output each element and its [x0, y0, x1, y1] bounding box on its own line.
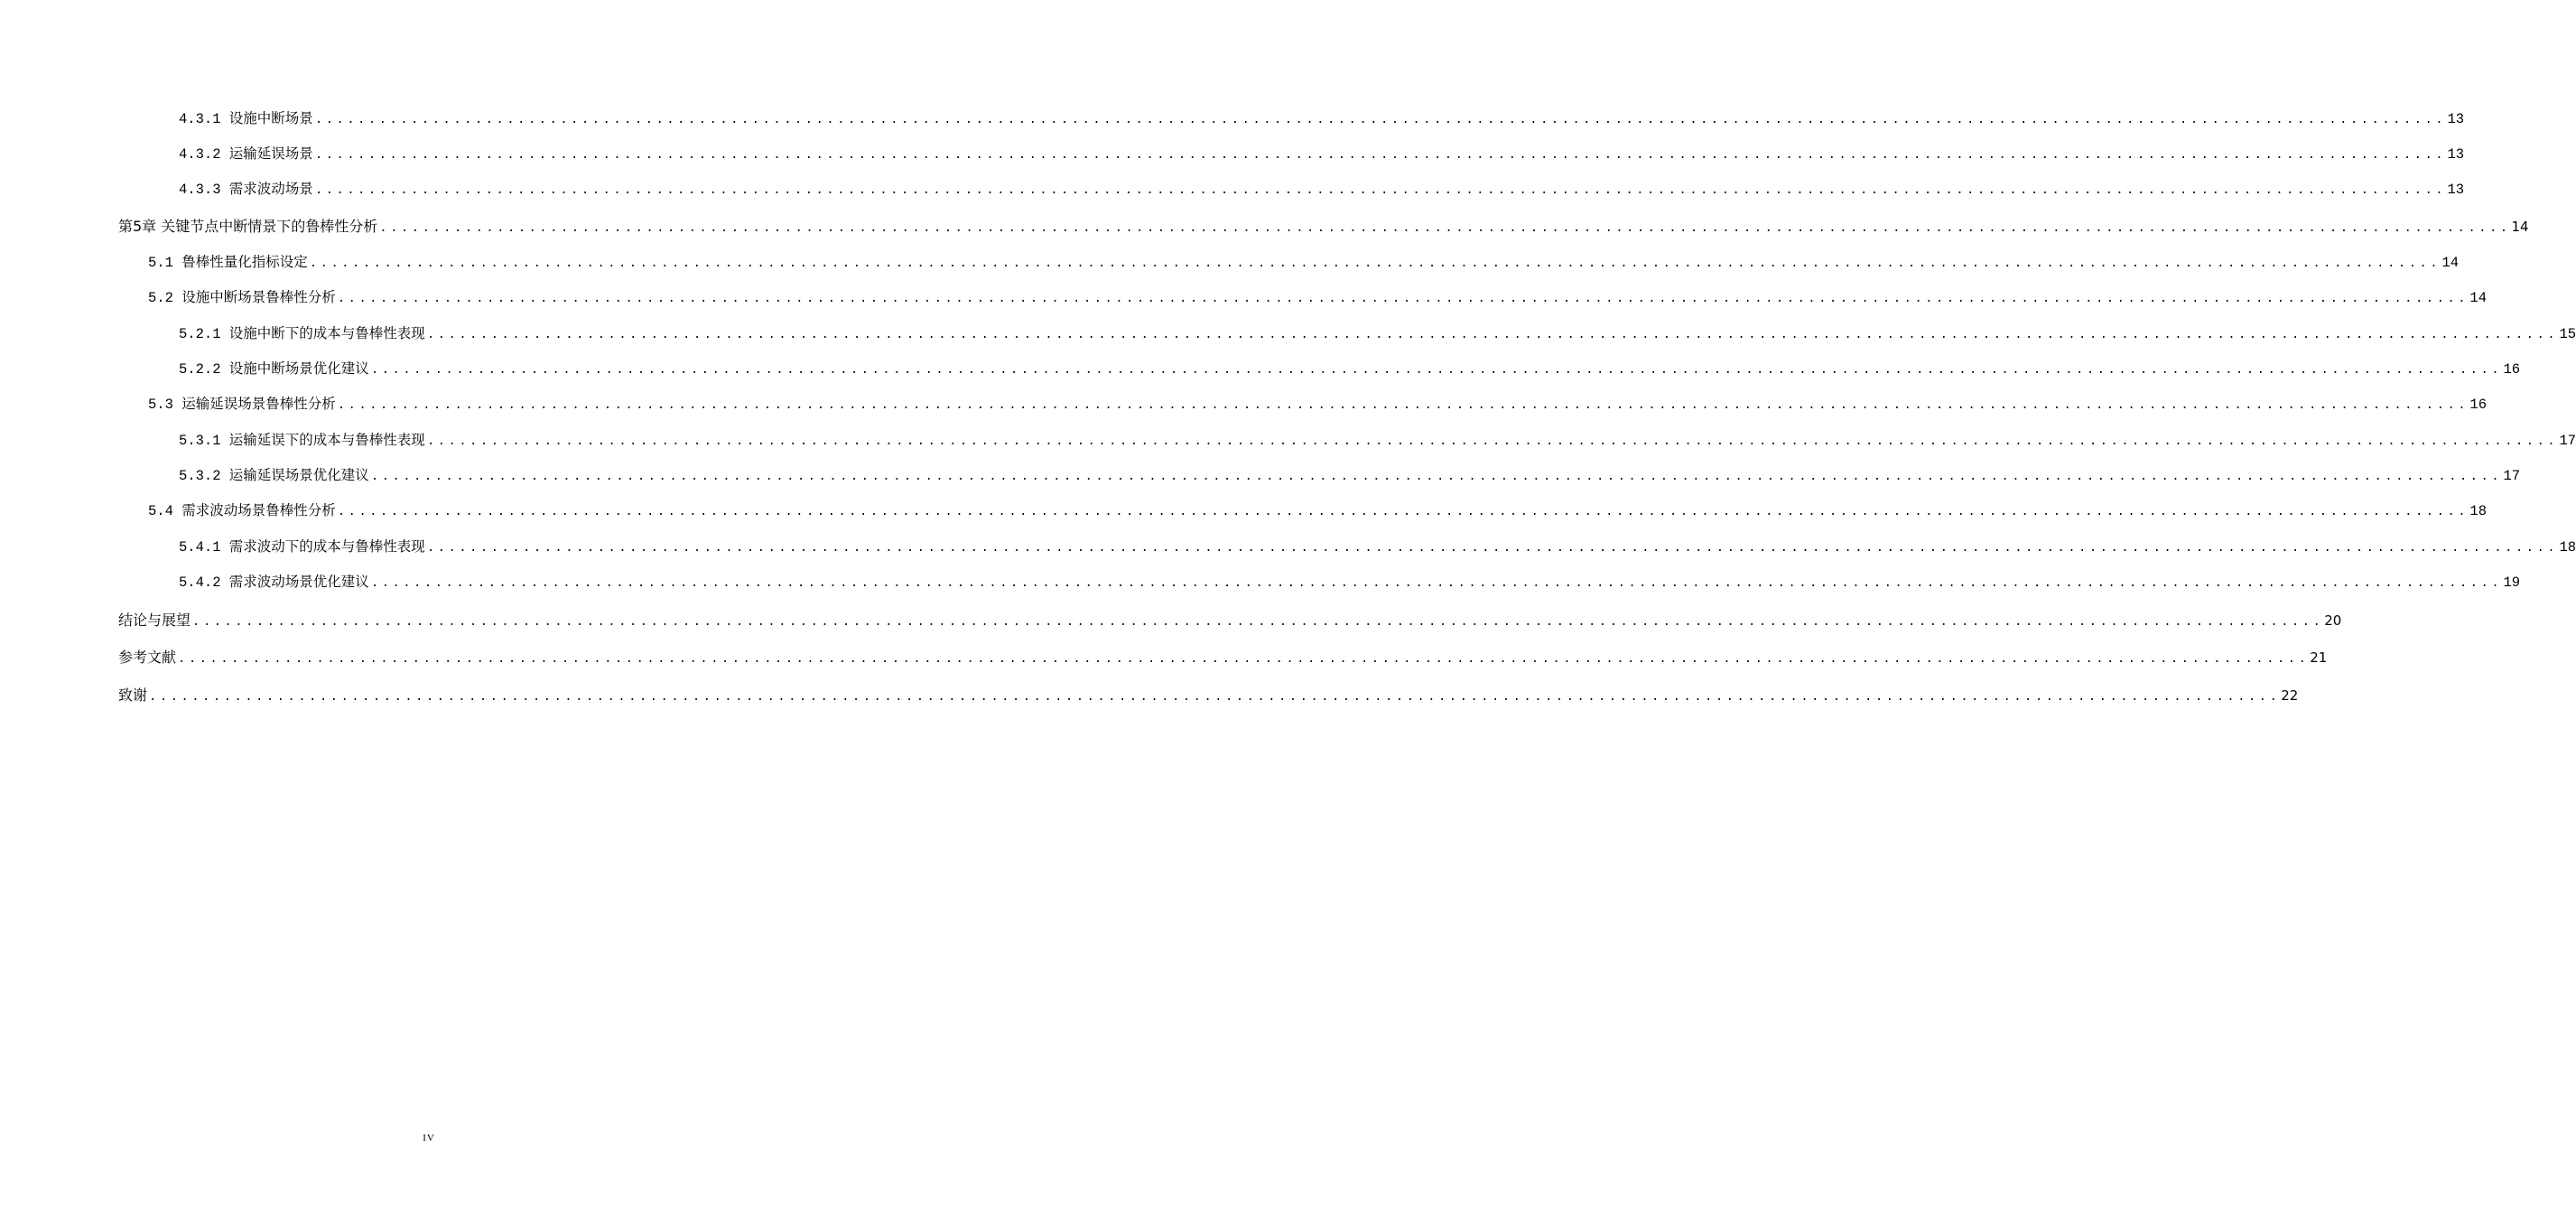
toc-entry-page: 13	[2447, 111, 2465, 127]
toc-dot-leader: ........................................................................................................................................................................................................	[370, 363, 2503, 378]
toc-entry-page: 17	[2559, 433, 2576, 449]
toc-entry-4-3-3	[179, 179, 2465, 201]
toc-entry-title: 4.3.2 运输延误场景	[179, 146, 313, 163]
toc-entry-title: 5.3.2 运输延误场景优化建议	[179, 468, 369, 484]
toc-entry-5-2-1	[179, 323, 2576, 345]
toc-entry-page: 16	[2503, 361, 2521, 378]
toc-entry-title: 参考文献	[118, 649, 177, 666]
toc-entry-page: 14	[2511, 219, 2529, 235]
toc-entry-title: 5.4 需求波动场景鲁棒性分析	[148, 503, 336, 519]
toc-entry-title: 5.3.1 运输延误下的成本与鲁棒性表现	[179, 433, 425, 449]
toc-dot-leader: ........................................................................................................................................................................................................	[379, 221, 2511, 236]
toc-dot-leader: ........................................................................................................................................................................................................	[314, 148, 2447, 163]
toc-entry-title: 5.2.1 设施中断下的成本与鲁棒性表现	[179, 326, 425, 342]
toc-dot-leader: ........................................................................................................................................................................................................	[337, 292, 2469, 306]
toc-entry-4-3-2	[179, 144, 2465, 165]
toc-entry-references	[118, 647, 2328, 668]
toc-entry-4-3-1	[179, 108, 2465, 130]
toc-dot-leader: ........................................................................................................................................................................................................	[178, 652, 2310, 667]
toc-entry-title: 致谢	[118, 686, 148, 704]
toc-entry-page: 13	[2447, 182, 2465, 198]
toc-entry-title: 5.2 设施中断场景鲁棒性分析	[148, 290, 336, 306]
toc-entry-page: 13	[2447, 146, 2465, 163]
toc-dot-leader: ........................................................................................................................................................................................................	[370, 576, 2503, 591]
toc-entry-5-4-1	[179, 537, 2576, 558]
page-number: IV	[423, 1133, 435, 1144]
toc-entry-acknowledgements	[118, 685, 2299, 706]
toc-entry-5-3-1	[179, 430, 2576, 452]
toc-entry-title: 5.3 运输延误场景鲁棒性分析	[148, 397, 336, 413]
toc-entry-page: 14	[2469, 290, 2487, 306]
toc-entry-chapter-5	[118, 216, 2529, 238]
toc-entry-5-1	[148, 252, 2459, 274]
toc-entry-conclusion	[118, 610, 2342, 631]
toc-entry-page: 20	[2324, 612, 2342, 629]
toc-entry-page: 15	[2559, 326, 2576, 342]
toc-entry-title: 5.4.1 需求波动下的成本与鲁棒性表现	[179, 539, 425, 556]
toc-entry-page: 18	[2469, 503, 2487, 519]
toc-entry-page: 19	[2503, 574, 2521, 591]
toc-dot-leader: ........................................................................................................................................................................................................	[309, 257, 2441, 271]
toc-entry-title: 第5章 关键节点中断情景下的鲁棒性分析	[118, 218, 378, 235]
toc-dot-leader: ........................................................................................................................................................................................................	[370, 470, 2503, 484]
toc-entry-5-4-2	[179, 572, 2521, 593]
toc-entry-5-4	[148, 500, 2487, 522]
toc-entry-5-3	[148, 394, 2487, 416]
toc-entry-5-2-2	[179, 359, 2521, 380]
toc-dot-leader: ........................................................................................................................................................................................................	[314, 113, 2447, 127]
toc-entry-page: 18	[2559, 539, 2576, 556]
toc-entry-page: 22	[2281, 687, 2299, 704]
toc-dot-leader: ........................................................................................................................................................................................................	[314, 183, 2447, 198]
toc-dot-leader: ........................................................................................................................................................................................................	[337, 398, 2469, 413]
toc-entry-title: 4.3.3 需求波动场景	[179, 182, 313, 198]
toc-dot-leader: ........................................................................................................................................................................................................	[426, 434, 2559, 449]
toc-dot-leader: ........................................................................................................................................................................................................	[426, 328, 2559, 342]
toc-dot-leader: ........................................................................................................................................................................................................	[149, 690, 2281, 705]
toc-entry-title: 5.4.2 需求波动场景优化建议	[179, 574, 369, 591]
toc-entry-page: 16	[2469, 397, 2487, 413]
toc-entry-page: 21	[2310, 649, 2328, 666]
toc-entry-title: 5.1 鲁棒性量化指标设定	[148, 255, 308, 271]
toc-entry-page: 17	[2503, 468, 2521, 484]
toc-entry-title: 结论与展望	[118, 612, 191, 629]
toc-entry-page: 14	[2441, 255, 2459, 271]
toc-entry-5-2	[148, 287, 2487, 309]
toc-dot-leader: ........................................................................................................................................................................................................	[192, 615, 2324, 630]
toc-dot-leader: ........................................................................................................................................................................................................	[426, 541, 2559, 556]
toc-entry-title: 5.2.2 设施中断场景优化建议	[179, 361, 369, 378]
toc-entry-5-3-2	[179, 465, 2521, 487]
toc-dot-leader: ........................................................................................................................................................................................................	[337, 505, 2469, 519]
toc-entry-title: 4.3.1 设施中断场景	[179, 111, 313, 127]
